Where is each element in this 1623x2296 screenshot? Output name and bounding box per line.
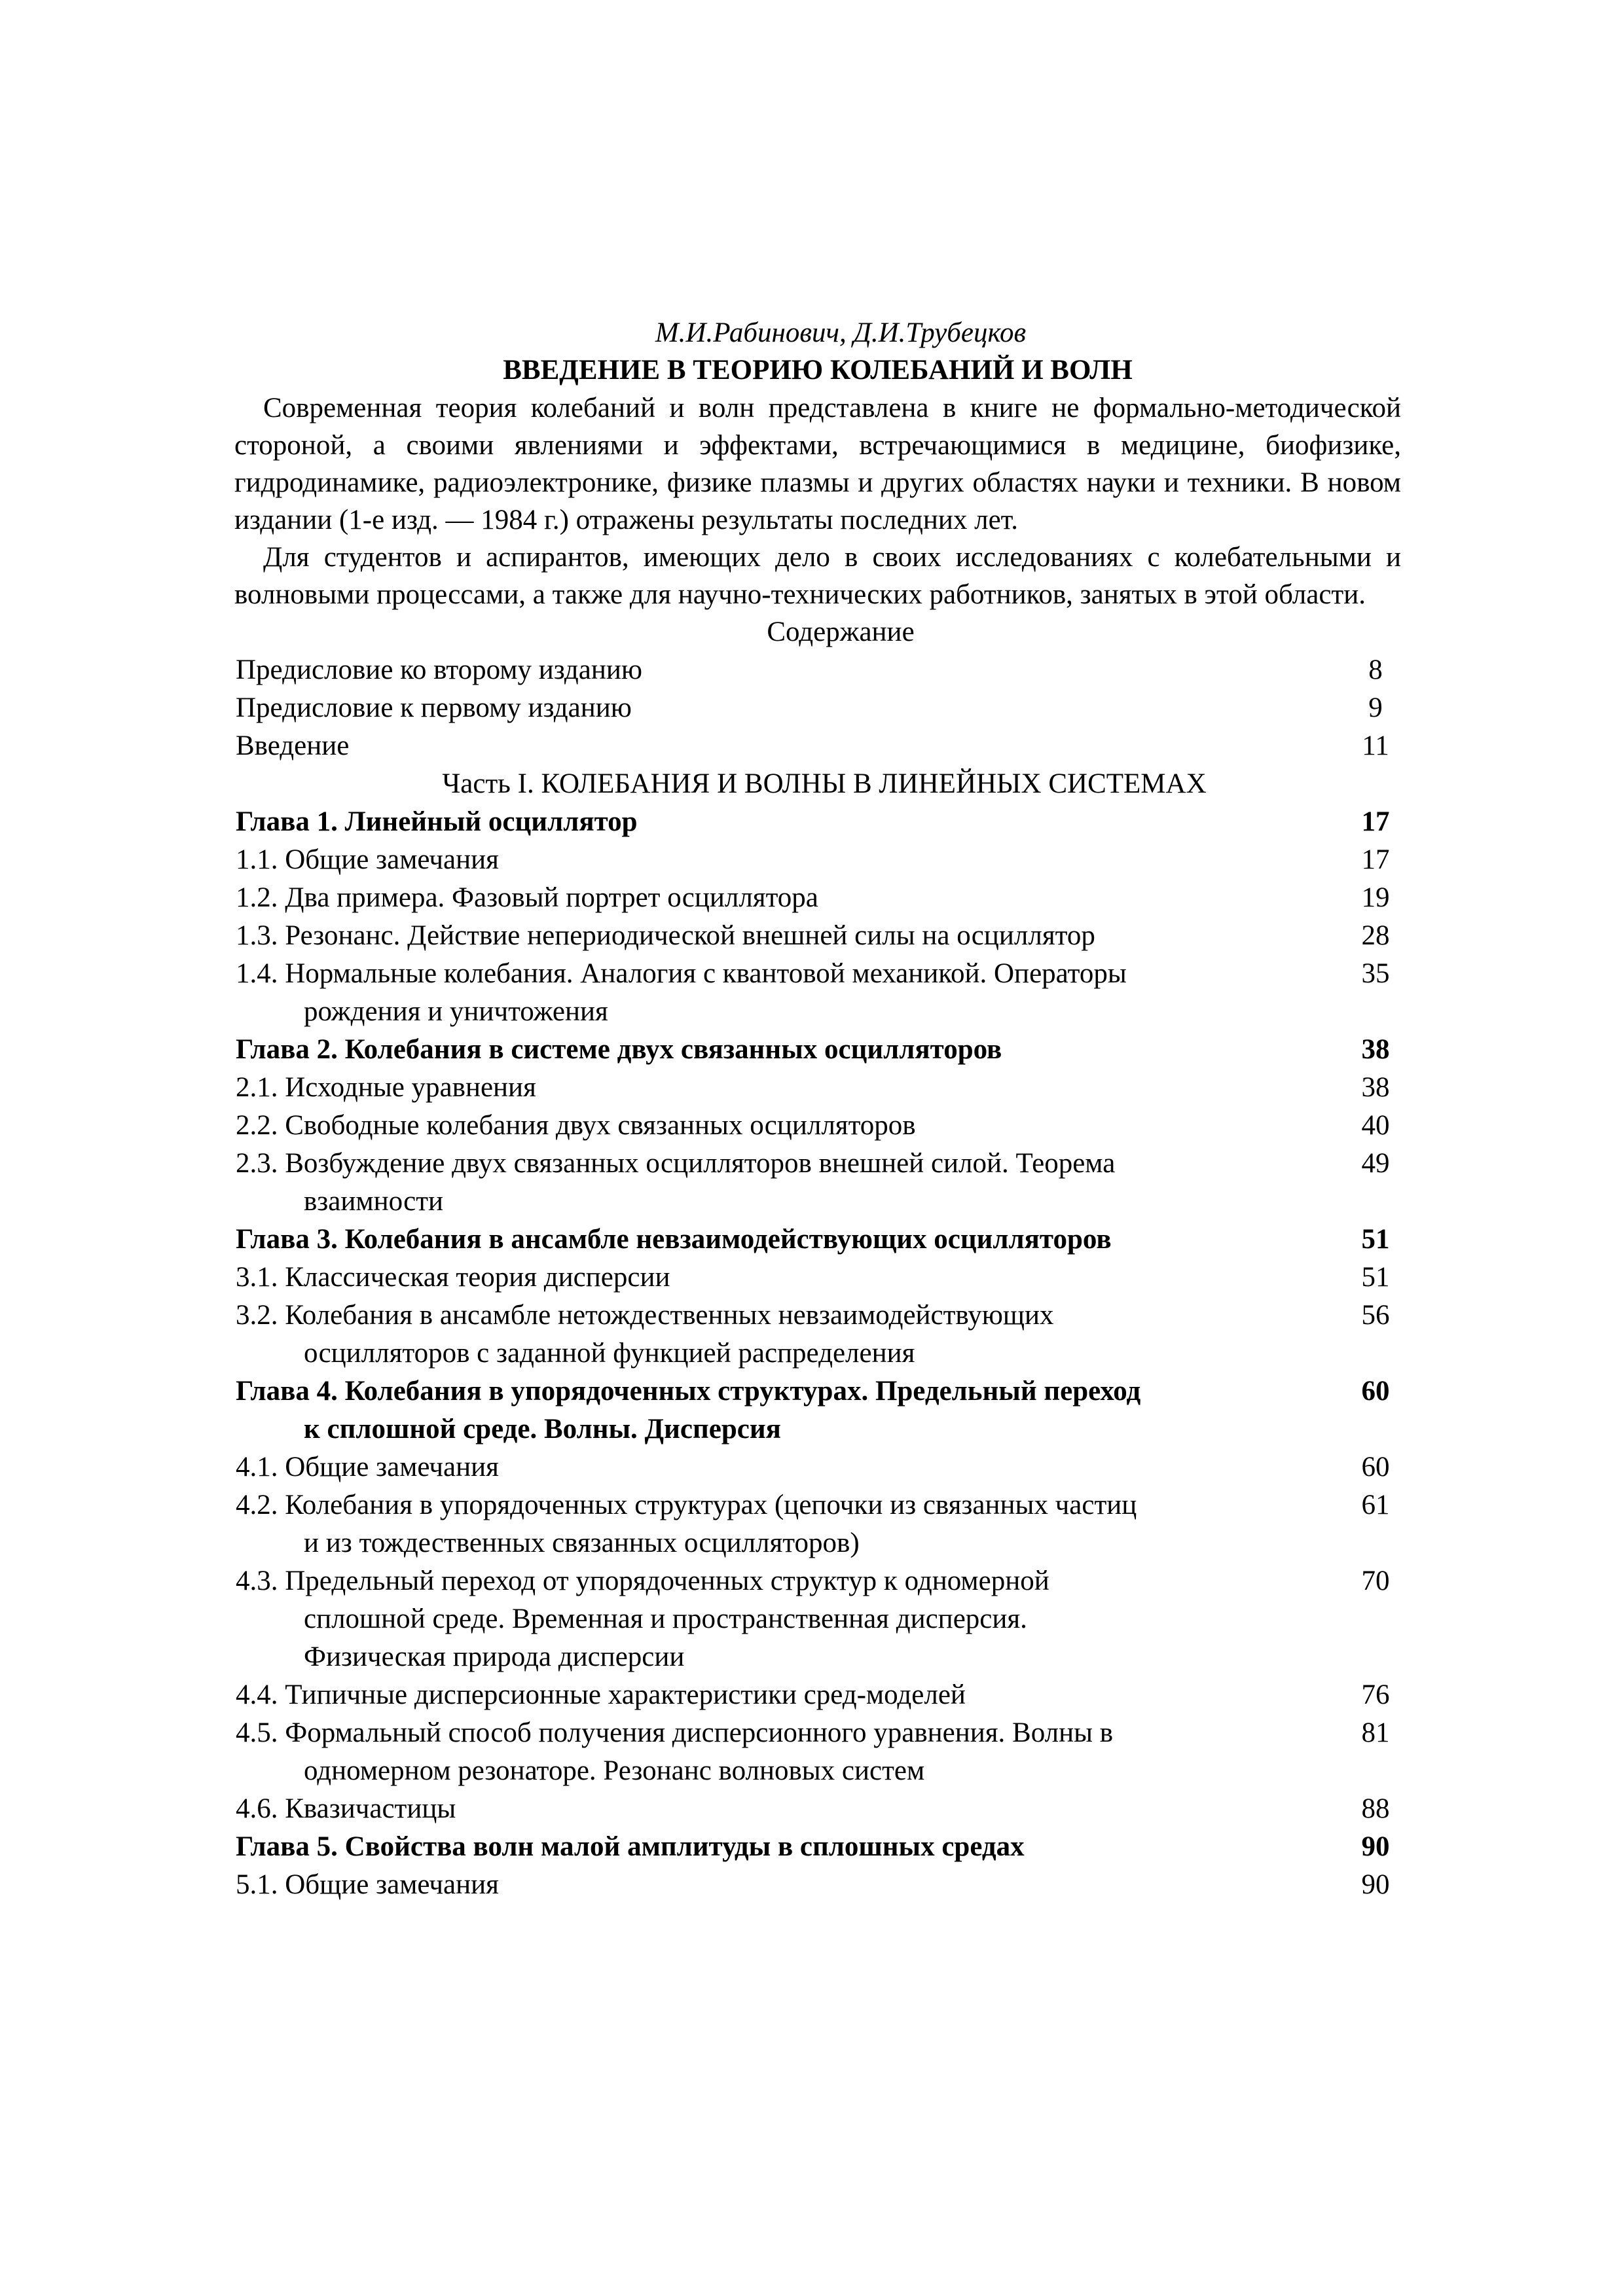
toc-chapter-title: Глава 2. Колебания в системе двух связанных осцилляторов [236,1034,1002,1065]
toc-section-title [234,1562,1346,1676]
toc-section-title: 2.1. Исходные уравнения [236,1072,536,1103]
toc-section-title: 1.2. Два примера. Фазовый портрет осциллятора [236,882,818,913]
toc-chapter-title: Глава 5. Свойства волн малой амплитуды в сплошных средах [236,1831,1025,1862]
abstract-paragraph-2: Для студентов и аспирантов, имеющих дело в своих исследованиях с колебательными и волновыми процессами, а также для научно-технических работников, занятых в этой области. [234,542,1401,610]
abstract-paragraph-1: Современная теория колебаний и волн представлена в книге не формально-методической стороной, а своими явлениями и эффектами, встречающимися в медицине, биофизике, гидродинамике, радиоэлектронике, физике плазмы и других областях науки и техники. В новом издании (1-е изд. — 1984 г.) отражены результаты последних лет. [234,393,1401,535]
toc-chapter [234,1221,1401,1259]
toc-chapter-title [234,1372,1346,1448]
toc-section-title-continuation: Физическая природа дисперсии [304,1641,685,1672]
toc-chapter-page: 51 [1361,1224,1390,1255]
toc-section [234,1676,1401,1714]
toc-part-heading: Часть I. КОЛЕБАНИЯ И ВОЛНЫ В ЛИНЕЙНЫХ СИСТЕМАХ [442,768,1207,799]
table-of-contents [234,651,1401,1904]
toc-section-title [234,1714,1346,1790]
toc-chapter-page: 60 [1361,1376,1390,1407]
toc-entry-title: Предисловие ко второму изданию [236,655,643,685]
toc-section-page: 51 [1361,1262,1390,1293]
toc-entry-page: 9 [1368,692,1383,723]
toc-section-page: 70 [1361,1566,1390,1596]
toc-section-page: 61 [1361,1490,1390,1520]
toc-section-title: 1.1. Общие замечания [236,844,499,875]
toc-section [234,1790,1401,1828]
toc-section-page: 56 [1361,1300,1390,1331]
toc-section-title [234,1297,1346,1372]
toc-chapter-title-line: Глава 4. Колебания в упорядоченных структурах. Предельный переход [236,1376,1141,1407]
toc-entry [234,689,1401,727]
toc-section-title [234,1145,1346,1221]
toc-section-title: 5.1. Общие замечания [236,1869,499,1900]
toc-section [234,1297,1401,1372]
toc-section-page: 35 [1361,958,1390,989]
toc-entry-title: Предисловие к первому изданию [236,692,632,723]
toc-section [234,1145,1401,1221]
toc-chapter-title: Глава 1. Линейный осциллятор [236,806,638,837]
toc-section-title-line: 4.2. Колебания в упорядоченных структурах (цепочки из связанных частиц [236,1490,1137,1520]
toc-section-title: 1.3. Резонанс. Действие непериодической внешней силы на осциллятор [236,920,1095,951]
toc-entry-title: Введение [236,730,350,761]
toc-entry [234,727,1401,765]
toc-section-title [234,1486,1346,1562]
book-title: ВВЕДЕНИЕ В ТЕОРИЮ КОЛЕБАНИЙ И ВОЛН [503,355,1133,386]
toc-section [234,841,1401,879]
toc-section-page: 49 [1361,1148,1390,1179]
toc-entry-page: 11 [1362,730,1389,761]
toc-section-title: 4.4. Типичные дисперсионные характеристики сред-моделей [236,1679,966,1710]
toc-section-page: 76 [1361,1679,1390,1710]
toc-section [234,917,1401,955]
toc-section-title-continuation: сплошной среде. Временная и пространственная дисперсия. [304,1604,1027,1634]
toc-section-page: 60 [1361,1452,1390,1482]
toc-section-page: 40 [1361,1110,1390,1141]
toc-chapter [234,1372,1401,1448]
toc-section [234,1259,1401,1297]
toc-section [234,955,1401,1031]
toc-section-page: 19 [1361,882,1390,913]
toc-section [234,1562,1401,1676]
toc-section-title-continuation: осцилляторов с заданной функцией распределения [304,1338,915,1369]
toc-chapter-page: 90 [1361,1831,1390,1862]
toc-section-title-line: 4.3. Предельный переход от упорядоченных структур к одномерной [236,1566,1049,1596]
toc-chapter [234,803,1401,841]
toc-entry [234,651,1401,689]
toc-section [234,879,1401,917]
toc-section-title: 2.2. Свободные колебания двух связанных осцилляторов [236,1110,916,1141]
toc-section [234,1107,1401,1145]
toc-section [234,1714,1401,1790]
toc-section-page: 38 [1361,1072,1390,1103]
toc-section-page: 90 [1361,1869,1390,1900]
toc-heading: Содержание [767,617,915,647]
document-page [234,314,1401,1904]
toc-section-page: 81 [1361,1717,1390,1748]
toc-section-title-line: 4.5. Формальный способ получения дисперсионного уравнения. Волны в [236,1717,1114,1748]
toc-section-page: 88 [1361,1793,1390,1824]
toc-chapter-page: 38 [1361,1034,1390,1065]
toc-section-page: 17 [1361,844,1390,875]
toc-section [234,1866,1401,1904]
toc-section-title-continuation: взаимности [304,1186,444,1217]
toc-chapter [234,1031,1401,1069]
toc-section-title-continuation: рождения и уничтожения [304,996,608,1027]
toc-chapter-title-continuation: к сплошной среде. Волны. Дисперсия [304,1414,781,1444]
toc-section [234,1448,1401,1486]
toc-chapter-page: 17 [1361,806,1390,837]
toc-section-title-line: 1.4. Нормальные колебания. Аналогия с квантовой механикой. Операторы [236,958,1127,989]
toc-section-title-continuation: и из тождественных связанных осцилляторов) [304,1528,860,1558]
toc-entry-page: 8 [1368,655,1383,685]
toc-section [234,1486,1401,1562]
toc-section-title: 3.1. Классическая теория дисперсии [236,1262,670,1293]
toc-section-page: 28 [1361,920,1390,951]
toc-section-title: 4.6. Квазичастицы [236,1793,456,1824]
toc-chapter [234,1828,1401,1866]
toc-section-title: 4.1. Общие замечания [236,1452,499,1482]
toc-section-title-continuation: одномерном резонаторе. Резонанс волновых систем [304,1755,925,1786]
toc-chapter-title: Глава 3. Колебания в ансамбле невзаимодействующих осцилляторов [236,1224,1112,1255]
toc-section-title [234,955,1346,1031]
toc-section-title-line: 2.3. Возбуждение двух связанных осцилляторов внешней силой. Теорема [236,1148,1116,1179]
toc-section-title-line: 3.2. Колебания в ансамбле нетождественных невзаимодействующих [236,1300,1054,1331]
authors: М.И.Рабинович, Д.И.Трубецков [655,317,1027,348]
toc-section [234,1069,1401,1107]
